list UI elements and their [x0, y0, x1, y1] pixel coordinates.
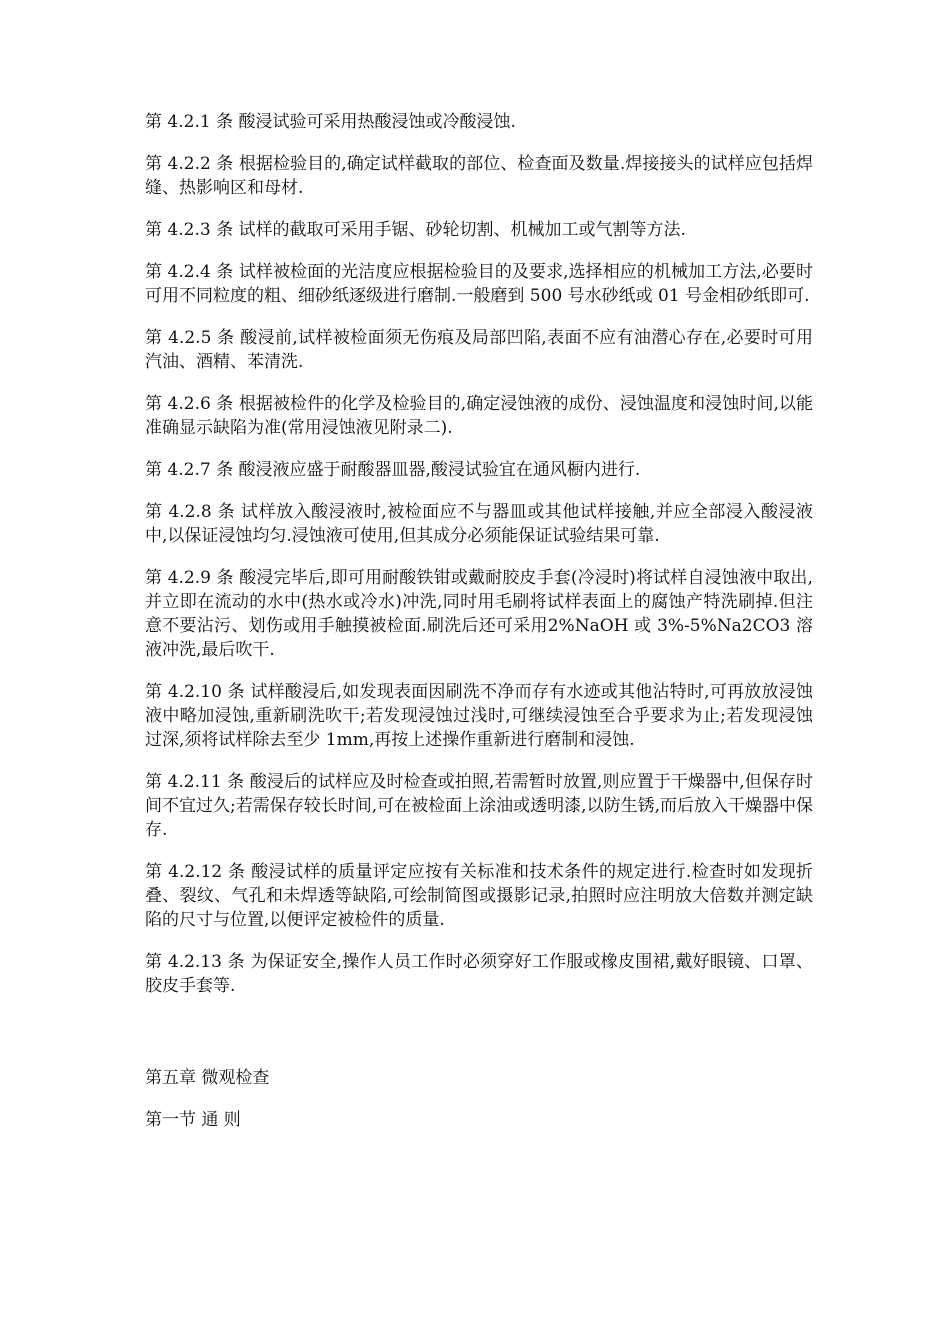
clause-4-2-13: 第 4.2.13 条 为保证安全,操作人员工作时必须穿好工作服或橡皮围裙,戴好眼镜、口罩、胶皮手套等. — [145, 952, 813, 996]
document-page — [145, 110, 813, 1150]
chapter-heading: 第五章 微观检查 — [145, 1068, 270, 1088]
clause-4-2-11: 第 4.2.11 条 酸浸后的试样应及时检查或拍照,若需暂时放置,则应置于干燥器中,但保存时间不宜过久;若需保存较长时间,可在被检面上涂油或透明漆,以防生锈,而后放入干燥器中保存. — [145, 772, 813, 840]
clause-4-2-2: 第 4.2.2 条 根据检验目的,确定试样截取的部位、检查面及数量.焊接接头的试样应包括焊缝、热影响区和母材. — [145, 154, 813, 198]
section-gap — [145, 1016, 813, 1066]
clause-4-2-10: 第 4.2.10 条 试样酸浸后,如发现表面因刷洗不净而存有水迹或其他沾特时,可再放放浸蚀液中略加浸蚀,重新刷洗吹干;若发现浸蚀过浅时,可继续浸蚀至合乎要求为止;若发现浸蚀过深,须将试样除去至少 1mm,再按上述操作重新进行磨制和浸蚀. — [145, 682, 813, 750]
clause-4-2-4: 第 4.2.4 条 试样被检面的光洁度应根据检验目的及要求,选择相应的机械加工方法,必要时可用不同粒度的粗、细砂纸逐级进行磨制.一般磨到 500 号水砂纸或 01 号金相砂纸即可. — [145, 262, 813, 306]
clause-4-2-6: 第 4.2.6 条 根据被检件的化学及检验目的,确定浸蚀液的成份、浸蚀温度和浸蚀时间,以能准确显示缺陷为准(常用浸蚀液见附录二). — [145, 394, 813, 438]
section-heading: 第一节 通 则 — [145, 1110, 241, 1130]
clause-4-2-8: 第 4.2.8 条 试样放入酸浸液时,被检面应不与器皿或其他试样接触,并应全部浸入酸浸液中,以保证浸蚀均匀.浸蚀液可使用,但其成分必须能保证试验结果可靠. — [145, 502, 813, 546]
clause-4-2-3: 第 4.2.3 条 试样的截取可采用手锯、砂轮切割、机械加工或气割等方法. — [145, 220, 686, 240]
clause-4-2-9: 第 4.2.9 条 酸浸完毕后,即可用耐酸铁钳或戴耐胶皮手套(冷浸时)将试样自浸蚀液中取出,并立即在流动的水中(热水或冷水)冲洗,同时用毛刷将试样表面上的腐蚀产特洗刷掉.但注意不要沾污、划伤或用手触摸被检面.刷洗后还可采用2%NaOH 或 3%-5%Na2CO3 溶液冲洗,最后吹干. — [145, 568, 813, 660]
clause-4-2-1: 第 4.2.1 条 酸浸试验可采用热酸浸蚀或冷酸浸蚀. — [145, 112, 516, 132]
clause-4-2-5: 第 4.2.5 条 酸浸前,试样被检面须无伤痕及局部凹陷,表面不应有油潜心存在,必要时可用汽油、酒精、苯清洗. — [145, 328, 813, 372]
clause-4-2-12: 第 4.2.12 条 酸浸试样的质量评定应按有关标准和技术条件的规定进行.检查时如发现折叠、裂纹、气孔和未焊透等缺陷,可绘制简图或摄影记录,拍照时应注明放大倍数并测定缺陷的尺寸与位置,以便评定被检件的质量. — [145, 862, 813, 930]
clause-4-2-7: 第 4.2.7 条 酸浸液应盛于耐酸器皿器,酸浸试验宜在通风橱内进行. — [145, 460, 641, 480]
